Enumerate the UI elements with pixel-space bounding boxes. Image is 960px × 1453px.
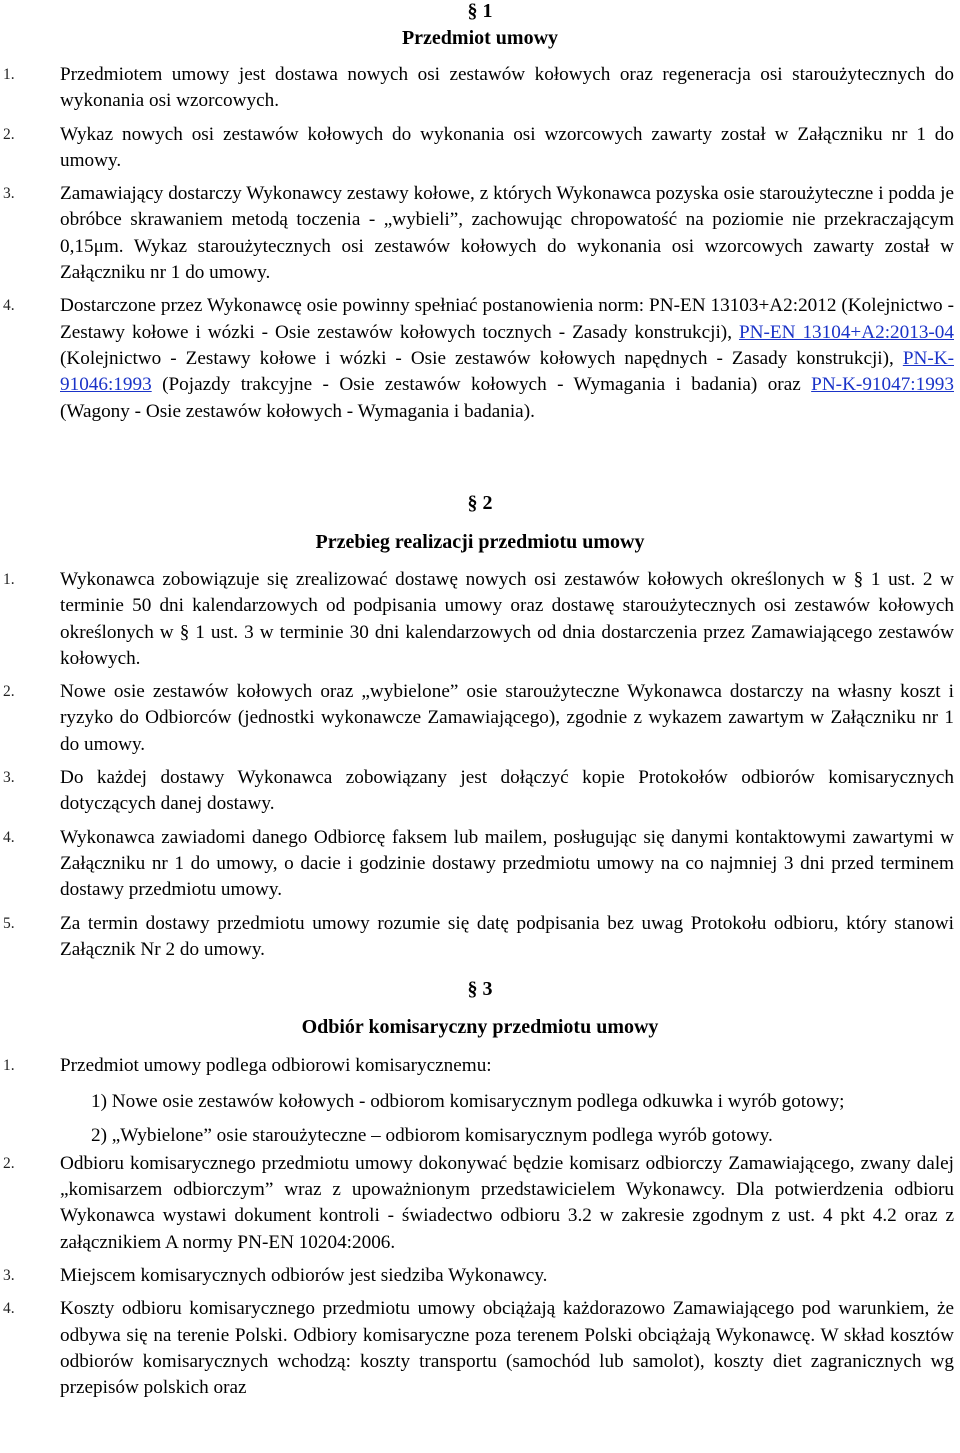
list-item	[0, 122, 960, 175]
sub-item: 1) Nowe osie zestawów kołowych - odbiorom komisarycznym podlega odkuwka i wyrób gotowy;	[91, 1091, 845, 1113]
list-item	[0, 679, 960, 758]
item-number: 3.	[3, 769, 15, 787]
section-2-title: Przebieg realizacji przedmiotu umowy	[315, 531, 645, 553]
item-number: 1.	[3, 66, 15, 83]
item-text: Za termin dostawy przedmiotu umowy rozumie się datę podpisania bez uwag Protokołu odbioru, który stanowi Załącznik Nr 2 do umowy.	[60, 912, 954, 960]
item-number: 1.	[3, 1057, 15, 1074]
norm-link-pn-en-13104[interactable]: PN-EN 13104+A2:2013-04	[738, 321, 954, 343]
list-item	[0, 567, 960, 672]
item-text: Koszty odbioru komisarycznego przedmiotu umowy obciążają każdorazowo Zamawiającego pod warunkiem, że odbywa się na terenie Polski. Odbiory komisaryczne poza terenem Polski obciążają Wykonawcę. W skład kosztów odbiorów komisarycznych wchodzą: koszty transportu (samochód lub samolot), koszty diet zagranicznych wg przepisów polskich oraz	[60, 1298, 954, 1399]
sub-item: 2) „Wybielone” osie staroużyteczne – odbiorom komisarycznym podlega wyrób gotowy.	[91, 1124, 773, 1146]
section-3-title: Odbiór komisaryczny przedmiotu umowy	[301, 1016, 659, 1038]
item-number: 1.	[3, 571, 15, 588]
text-run: (Kolejnictwo - Zestawy kołowe i wózki - Osie zestawów kołowych napędnych - Zasady konstrukcji),	[60, 347, 903, 369]
item-text	[60, 293, 960, 424]
item-number: 5.	[3, 914, 15, 932]
section-3-body	[0, 1053, 960, 1402]
section-1-body	[0, 62, 960, 425]
section-2-mark: § 2	[467, 492, 493, 514]
norm-link-pn-k-91047[interactable]: PN-K-91047:1993	[811, 374, 954, 396]
item-text: Do każdej dostawy Wykonawca zobowiązany jest dołączyć kopie Protokołów odbiorów komisarycznych dotyczących danej dostawy.	[60, 767, 954, 815]
item-number: 2.	[3, 1154, 15, 1172]
list-item	[0, 1263, 960, 1289]
item-number: 3.	[3, 185, 15, 203]
item-text: Przedmiotem umowy jest dostawa nowych osi zestawów kołowych oraz regeneracja osi staroużytecznych do wykonania osi wzorcowych.	[60, 64, 954, 112]
list-item	[0, 1053, 960, 1079]
item-text: Wykonawca zawiadomi danego Odbiorcę faksem lub mailem, posługując się danymi kontaktowymi zawartymi w Załączniku nr 1 do umowy, o dacie i godzinie dostawy przedmiotu umowy na co najmniej 3 dni przed terminem dostawy przedmiotu umowy.	[60, 826, 954, 901]
item-text: Zamawiający dostarczy Wykonawcy zestawy kołowe, z których Wykonawca pozyska osie staroużyteczne i podda je obróbce skrawaniem metodą toczenia - „wybieli”, zachowując chropowatość na poziomie nie przekraczającym 0,15μm. Wykaz staroużytecznych osi zestawów kołowych do wykonania osi wzorcowych zawarty został w Załączniku nr 1 do umowy.	[60, 183, 954, 284]
list-item	[0, 1151, 960, 1256]
item-text: Wykonawca zobowiązuje się zrealizować dostawę nowych osi zestawów kołowych określonych w § 1 ust. 2 w terminie 50 dni kalendarzowych od podpisania umowy oraz dostawę staroużytecznych osi zestawów kołowych określonych w § 1 ust. 3 w terminie 30 dni kalendarzowych od dnia dostarczenia przez Zamawiającego zestawów kołowych.	[60, 569, 954, 669]
text-run: Dostarczone przez Wykonawcę osie powinny spełniać postanowienia norm: PN-EN 13103+A2:2012 (Kolejnictwo - Zestawy kołowe i wózki - Osie zestawów kołowych tocznych - Zasady konstrukcji),	[60, 295, 954, 343]
list-item	[0, 765, 960, 818]
list-item	[0, 293, 960, 424]
item-number: 3.	[3, 1267, 15, 1285]
item-text: Wykaz nowych osi zestawów kołowych do wykonania osi wzorcowych zawarty został w Załączniku nr 1 do umowy.	[60, 123, 954, 171]
list-item	[0, 825, 960, 904]
norm-link-pn-k-91046[interactable]: PN-K-91046:1993	[60, 347, 954, 396]
section-2-body	[0, 567, 960, 963]
item-text: Przedmiot umowy podlega odbiorowi komisarycznemu:	[60, 1055, 492, 1076]
section-1-mark: § 1	[467, 0, 493, 22]
section-1-title: Przedmiot umowy	[401, 27, 559, 49]
item-text: Miejscem komisarycznych odbiorów jest siedziba Wykonawcy.	[60, 1265, 548, 1287]
list-item	[0, 181, 960, 286]
item-number: 2.	[3, 125, 15, 143]
item-text: Odbioru komisarycznego przedmiotu umowy dokonywać będzie komisarz odbiorczy Zamawiającego, zwany dalej „komisarzem odbiorczym” wraz z upoważnionym przedstawicielem Wykonawcy. Dla potwierdzenia odbioru Wykonawca wystawi dokument kontroli - świadectwo odbioru 3.2 w zakresie zgodnym z ust. 4 pkt 4.2 oraz z załącznikiem A normy PN-EN 10204:2006.	[60, 1152, 954, 1253]
list-item	[0, 62, 960, 115]
item-text: Nowe osie zestawów kołowych oraz „wybielone” osie staroużyteczne Wykonawca dostarczy na własny koszt i ryzyko do Odbiorców (jednostki wykonawcze Zamawiającego), zgodnie z wykazem zawartym w Załączniku nr 1 do umowy.	[60, 681, 954, 755]
item-number: 4.	[3, 297, 15, 315]
list-item	[0, 1296, 960, 1401]
item-number: 2.	[3, 683, 15, 701]
item-number: 4.	[3, 828, 15, 846]
text-run: (Pojazdy trakcyjne - Osie zestawów kołowych - Wymagania i badania) oraz	[151, 374, 812, 396]
item-number: 4.	[3, 1300, 15, 1318]
list-item	[0, 911, 960, 964]
text-run: (Wagony - Osie zestawów kołowych - Wymagania i badania).	[60, 400, 535, 422]
section-3-mark: § 3	[467, 978, 493, 1000]
